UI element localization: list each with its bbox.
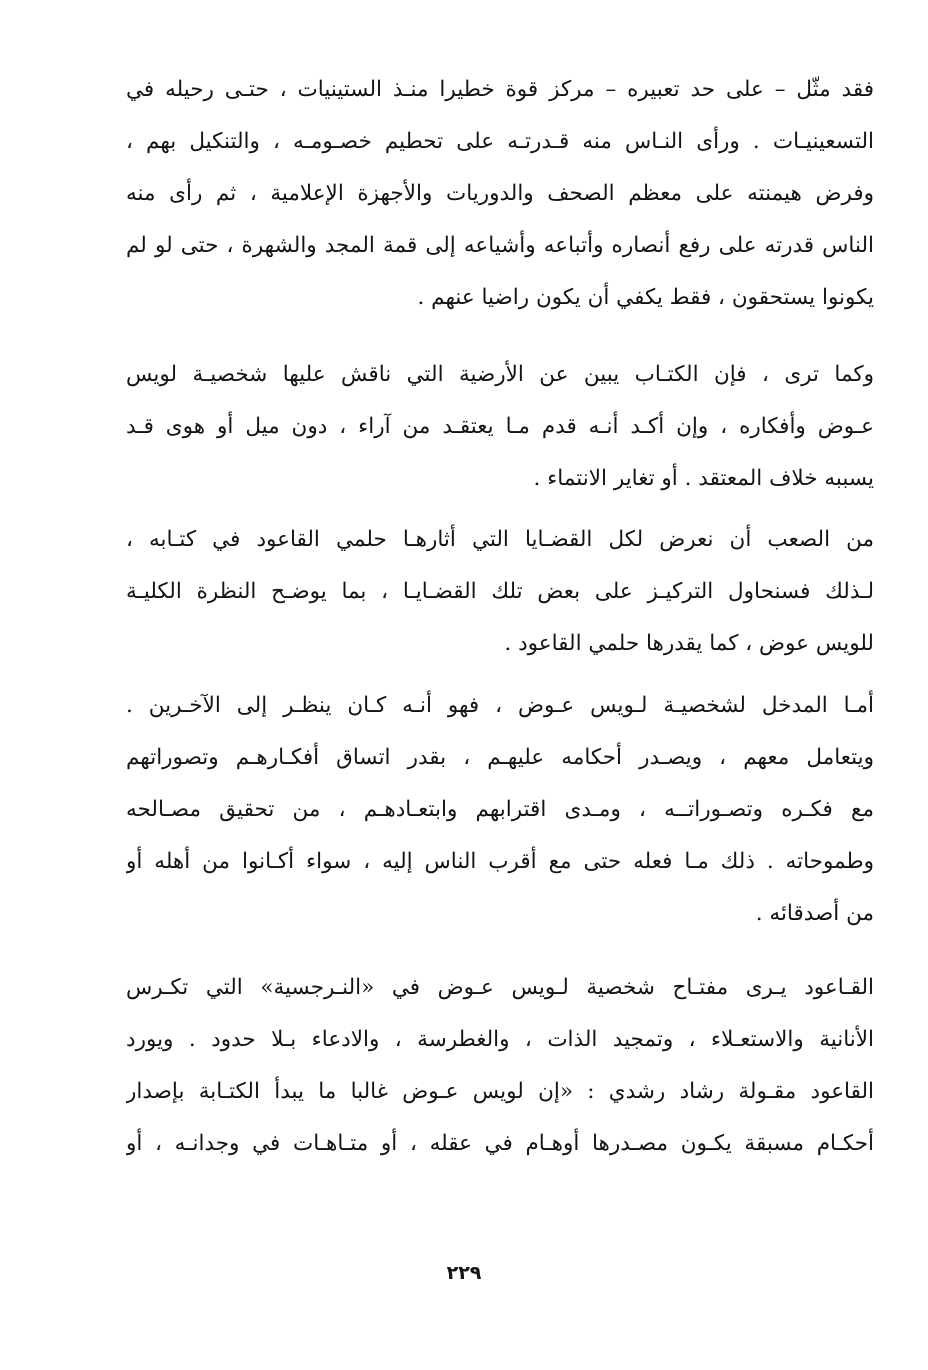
paragraph-line: القـاعود يـرى مفتـاح شخصية لـويس عـوض في «النـرجسية» التي تكـرس: [126, 975, 874, 1000]
paragraph-line: وفرض هيمنته على معظم الصحف والدوريات والأجهزة الإعلامية ، ثم رأى منه: [126, 181, 874, 206]
paragraph-line: يسببه خلاف المعتقد . أو تغاير الانتماء .: [533, 466, 874, 491]
paragraph-5: [126, 962, 874, 1170]
paragraph-line: الناس قدرته على رفع أنصاره وأتباعه وأشياعه إلى قمة المجد والشهرة ، حتى لو لم: [126, 233, 874, 258]
paragraph-4: [126, 680, 874, 940]
paragraph-line: وطموحاته . ذلك مـا فعله حتى مع أقرب الناس إليه ، سواء أكـانوا من أهله أو: [126, 849, 874, 874]
paragraph-line: يكونوا يستحقون ، فقط يكفي أن يكون راضيا عنهم .: [417, 285, 874, 310]
paragraph-line: للويس عوض ، كما يقدرها حلمي القاعود .: [504, 631, 874, 656]
paragraph-line: لـذلك فسنحاول التركيـز على بعض تلك القضـايـا ، بما يوضـح النظرة الكليـة: [126, 579, 874, 604]
paragraph-line: عـوض وأفكاره ، وإن أكـد أنـه قدم مـا يعتقـد من آراء ، دون ميل أو هوى قـد: [126, 414, 874, 439]
paragraph-line: القاعود مقـولة رشاد رشدي : «إن لويس عـوض غالبا ما يبدأ الكتـابة بإصدار: [126, 1079, 874, 1104]
paragraph-line: الأنانية والاستعـلاء ، وتمجيد الذات ، والغطرسة ، والادعاء بـلا حدود . ويورد: [126, 1027, 874, 1052]
paragraph-line: من الصعب أن نعرض لكل القضـايا التي أثارهـا حلمي القاعود في كتـابه ،: [126, 527, 874, 552]
paragraph-line: أحكـام مسبقة يكـون مصـدرها أوهـام في عقله ، أو متـاهـات في وجدانـه ، أو: [126, 1131, 874, 1156]
page-number: ٢٢٩: [446, 1262, 482, 1284]
paragraph-line: فقد مثّل – على حد تعبيره – مركز قوة خطيرا منـذ الستينيات ، حتـى رحيله في: [126, 77, 874, 102]
paragraph-line: أمـا المدخل لشخصيـة لـويس عـوض ، فهو أنـه كـان ينظـر إلى الآخـرين .: [126, 693, 874, 718]
paragraph-line: التسعينيـات . ورأى النـاس منه قـدرتـه على تحطيم خصـومـه ، والتنكيل بهم ،: [126, 129, 874, 154]
paragraph-3: [126, 514, 874, 670]
paragraph-line: وكما ترى ، فإن الكتـاب يبين عن الأرضية التي ناقش عليها شخصيـة لويس: [126, 362, 874, 387]
paragraph-1: [126, 64, 874, 324]
paragraph-line: ويتعامل معهم ، ويصـدر أحكامه عليهـم ، بقدر اتساق أفكـارهـم وتصوراتهم: [126, 745, 874, 770]
paragraph-line: مع فكـره وتصـوراتــه ، ومـدى اقترابهم وابتعـادهـم ، من تحقيق مصـالحه: [126, 797, 874, 822]
paragraph-line: من أصدقائه .: [755, 901, 874, 926]
paragraph-2: [126, 349, 874, 505]
